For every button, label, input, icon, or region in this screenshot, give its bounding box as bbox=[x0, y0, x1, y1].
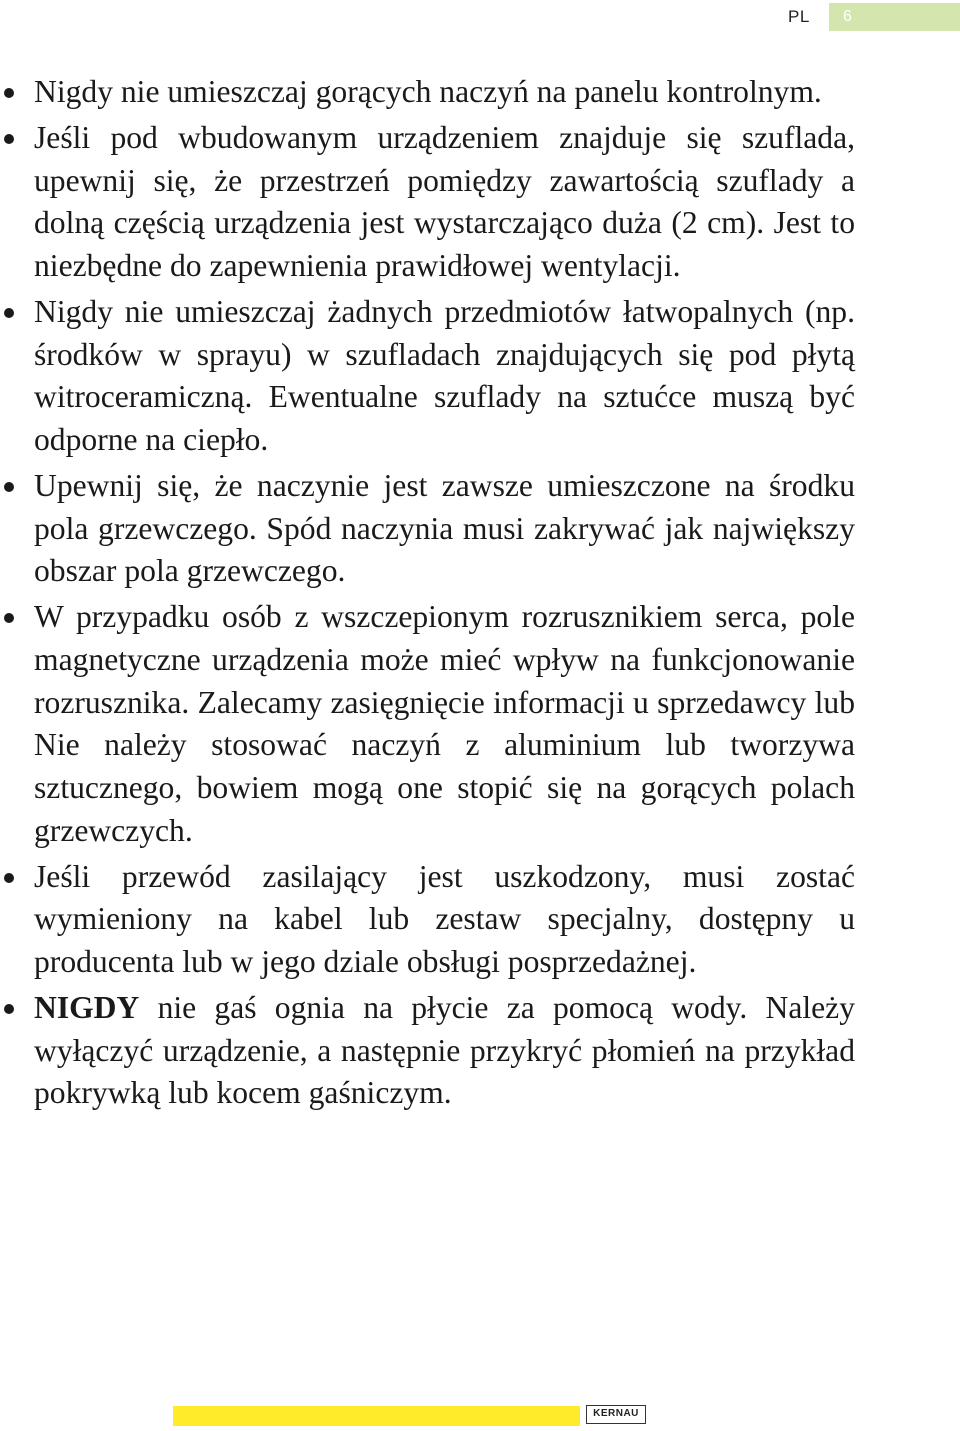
list-item-text: W przypadku osób z wszczepionym rozrusznikiem serca, pole magnetyczne urządzenia może mieć wpływ na funkcjonowanie rozrusznika. Zalecamy zasięgnięcie informacji u sprzedawcy lub Nie należy stosować naczyń z aluminium lub tworzywa sztucznego, bowiem mogą one stopić się na gorących polach grzewczych. bbox=[34, 599, 855, 848]
bullet-icon bbox=[4, 308, 14, 318]
bullet-icon bbox=[4, 88, 14, 98]
list-item-text: Nigdy nie umieszczaj gorących naczyń na panelu kontrolnym. bbox=[34, 74, 822, 109]
language-label: PL bbox=[788, 7, 810, 26]
brand-name: KERNAU bbox=[593, 1408, 639, 1419]
list-item bbox=[0, 596, 855, 853]
warning-keyword: NIGDY bbox=[34, 989, 140, 1025]
list-item-text: Upewnij się, że naczynie jest zawsze umieszczone na środku pola grzewczego. Spód naczynia musi zakrywać jak największy obszar pola grzewczego. bbox=[34, 467, 855, 589]
list-item bbox=[0, 291, 855, 462]
safety-list bbox=[0, 71, 960, 1115]
list-item-text: Nigdy nie umieszczaj żadnych przedmiotów łatwopalnych (np. środków w sprayu) w szufladach znajdujących się pod płytą witroceramiczną. Ewentualne szuflady na sztućce muszą być odporne na ciepło. bbox=[34, 293, 855, 457]
bullet-icon bbox=[4, 1004, 14, 1014]
list-item-text bbox=[34, 990, 855, 1111]
list-item bbox=[0, 117, 855, 288]
bullet-icon bbox=[4, 873, 14, 883]
list-item bbox=[0, 856, 855, 984]
document-body bbox=[0, 71, 960, 1118]
footer-accent-bar bbox=[173, 1406, 580, 1426]
page-number-box bbox=[829, 3, 960, 31]
brand-logo bbox=[586, 1405, 646, 1424]
page-header bbox=[0, 0, 960, 34]
bullet-icon bbox=[4, 134, 14, 144]
page-number: 6 bbox=[843, 8, 852, 25]
bullet-icon bbox=[4, 482, 14, 492]
list-item-text-rest: nie gaś ognia na płycie za pomocą wody. Należy wyłączyć urządzenie, a następnie przykryć płomień na przykład pokrywką lub kocem gaśniczym. bbox=[34, 989, 855, 1111]
list-item bbox=[0, 71, 855, 114]
bullet-icon bbox=[4, 613, 14, 623]
list-item-text: Jeśli przewód zasilający jest uszkodzony, musi zostać wymieniony na kabel lub zestaw specjalny, dostępny u producenta lub w jego dziale obsługi posprzedażnej. bbox=[34, 858, 855, 979]
list-item bbox=[0, 987, 855, 1115]
list-item bbox=[0, 465, 855, 593]
list-item-text: Jeśli pod wbudowanym urządzeniem znajduje się szuflada, upewnij się, że przestrzeń pomiędzy zawartością szuflady a dolną częścią urządzenia jest wystarczająco duża (2 cm). Jest to niezbędne do zapewnienia prawidłowej wentylacji. bbox=[34, 119, 855, 283]
